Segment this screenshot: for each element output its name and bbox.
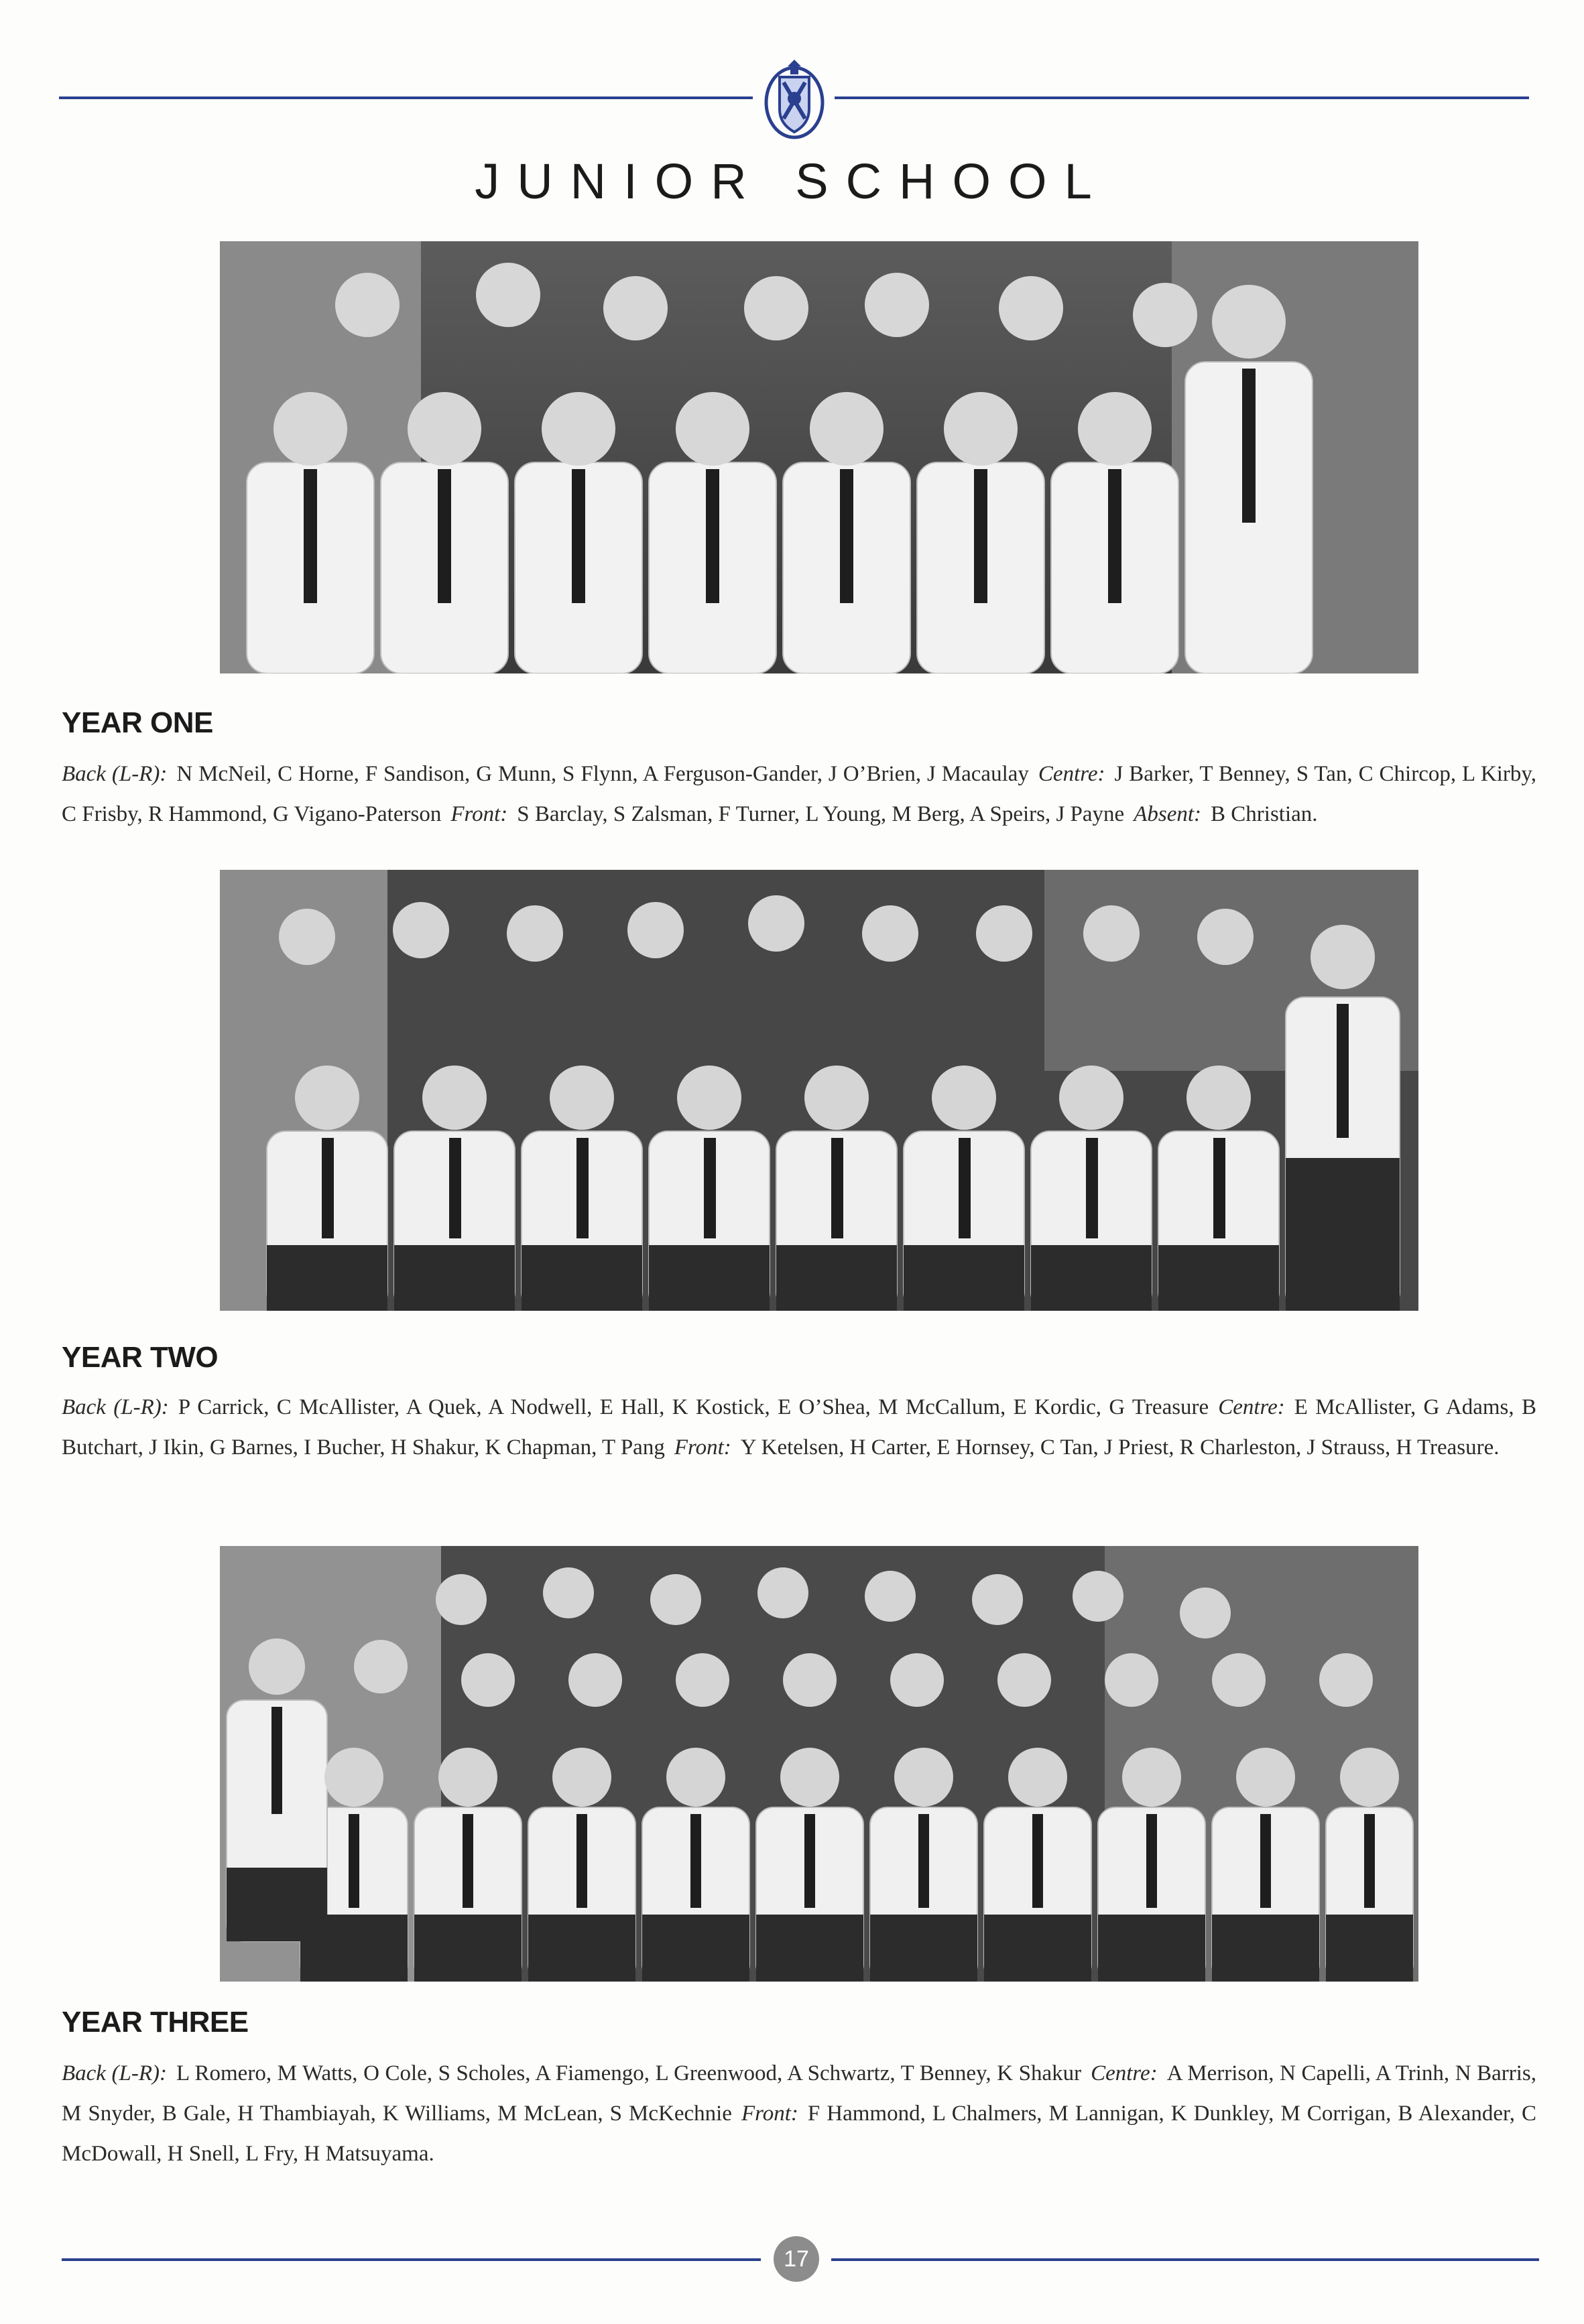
- year-three-caption: [62, 2053, 1536, 2174]
- footer-rule-right: [831, 2258, 1539, 2261]
- header-rule-right: [835, 96, 1529, 99]
- front-names: Y Ketelsen, H Carter, E Hornsey, C Tan, J Priest, R Charleston, J Strauss, H Treasure.: [740, 1435, 1500, 1460]
- year-one-heading: YEAR ONE: [62, 706, 213, 739]
- back-names: L Romero, M Watts, O Cole, S Scholes, A Fiamengo, L Greenwood, A Schwartz, T Benney, K Shakur: [176, 2061, 1082, 2085]
- footer-rule-left: [62, 2258, 761, 2261]
- back-names: P Carrick, C McAllister, A Quek, A Nodwell, E Hall, K Kostick, E O’Shea, M McCallum, E Kordic, G Treasure: [178, 1395, 1209, 1419]
- absent-names: B Christian.: [1211, 802, 1318, 826]
- back-label: Back (L-R):: [62, 2061, 167, 2085]
- page-number: 17: [774, 2236, 819, 2282]
- front-label: Front:: [450, 802, 508, 826]
- header-rule-left: [59, 96, 753, 99]
- centre-names: E McAllister, G Adams, B Butchart, J Ikin, G Barnes, I Bucher, H Shakur, K Chapman, T Pang: [62, 1395, 1536, 1460]
- front-names: S Barclay, S Zalsman, F Turner, L Young, M Berg, A Speirs, J Payne: [517, 802, 1125, 826]
- year-two-caption: [62, 1387, 1536, 1468]
- front-names: F Hammond, L Chalmers, M Lannigan, K Dunkley, M Corrigan, B Alexander, C McDowall, H Snell, L Fry, H Matsuyama.: [62, 2102, 1536, 2166]
- year-two-heading: YEAR TWO: [62, 1341, 219, 1374]
- front-label: Front:: [741, 2102, 798, 2126]
- centre-label: Centre:: [1218, 1395, 1285, 1419]
- page-title: JUNIOR SCHOOL: [475, 153, 1109, 209]
- year-two-class-photo: [220, 870, 1418, 1311]
- year-one-class-photo: [220, 241, 1418, 673]
- centre-label: Centre:: [1038, 762, 1105, 786]
- back-label: Back (L-R):: [62, 1395, 169, 1419]
- year-one-caption: [62, 754, 1536, 834]
- centre-names: J Barker, T Benney, S Tan, C Chircop, L Kirby, C Frisby, R Hammond, G Vigano-Paterson: [62, 762, 1537, 826]
- absent-label: Absent:: [1134, 802, 1202, 826]
- centre-names: A Merrison, N Capelli, A Trinh, N Barris, M Snyder, B Gale, H Thambiayah, K Williams, M McLean, S McKechnie: [62, 2061, 1537, 2126]
- back-names: N McNeil, C Horne, F Sandison, G Munn, S Flynn, A Ferguson-Gander, J O’Brien, J Macaulay: [176, 762, 1029, 786]
- school-crest-icon: [761, 57, 828, 144]
- year-three-class-photo: [220, 1546, 1418, 1982]
- front-label: Front:: [674, 1435, 731, 1460]
- centre-label: Centre:: [1091, 2061, 1158, 2085]
- year-three-heading: YEAR THREE: [62, 2006, 249, 2039]
- back-label: Back (L-R):: [62, 762, 168, 786]
